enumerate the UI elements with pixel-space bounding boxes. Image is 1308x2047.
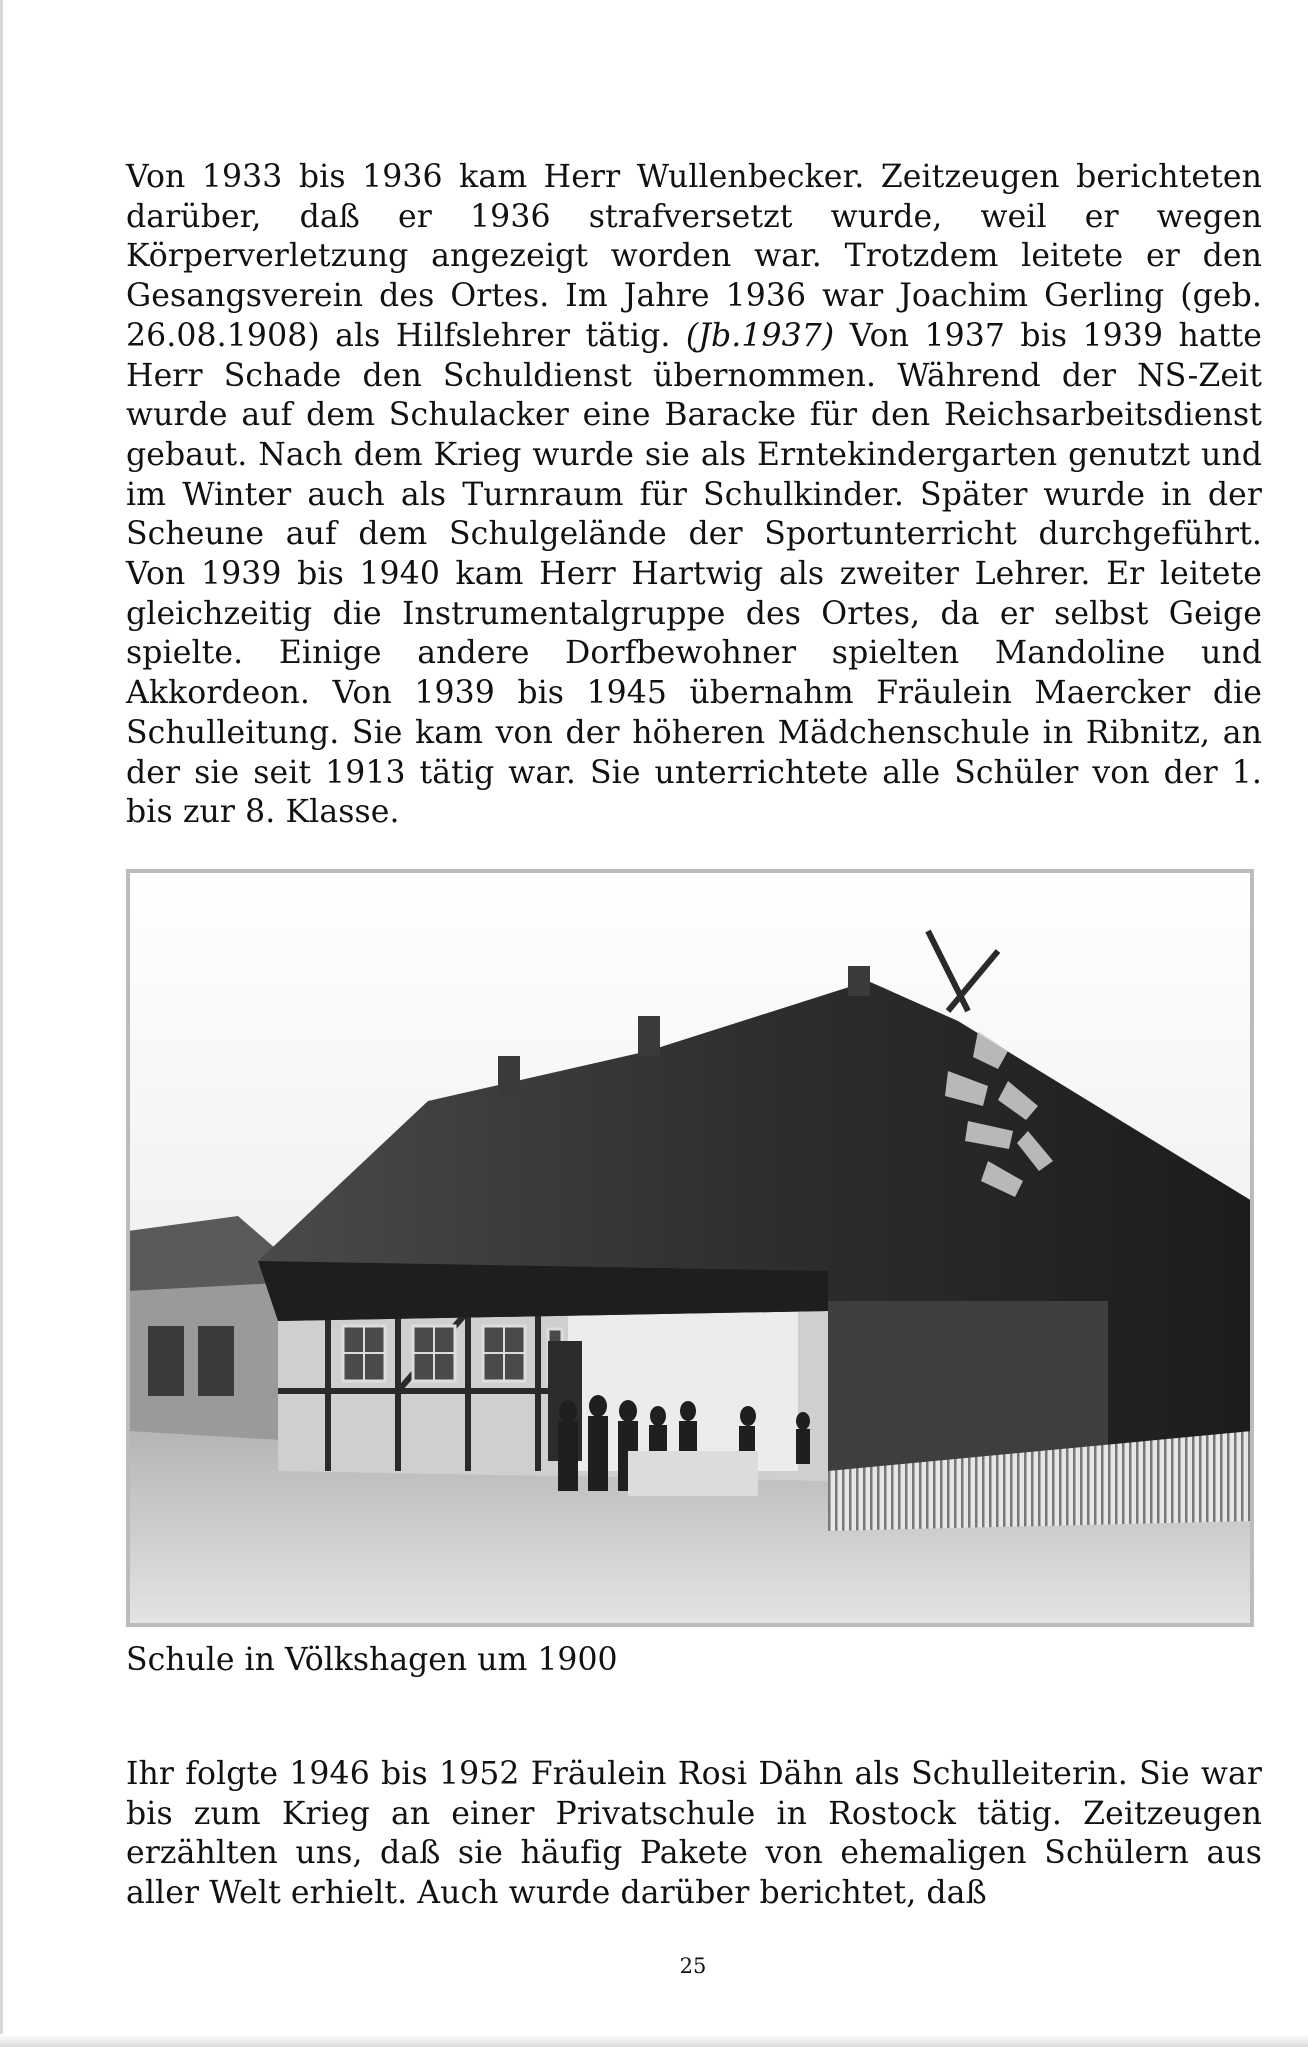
paragraph-1-text: Von 1933 bis 1936 kam Herr Wullenbecker. Zeitzeugen berichteten darüber, daß er 1936 strafversetzt wurde, weil er wegen Körperverletzung angezeigt worden war. Trotzdem leitete er den Gesangsverein des Ortes. Im Jahre 1936 war Joachim Gerling (geb. 26.08.1908) als Hilfslehrer tätig. bbox=[126, 159, 1262, 354]
body-paragraph-2: Ihr folgte 1946 bis 1952 Fräulein Rosi Dähn als Schulleiterin. Sie war bis zum Krieg an einer Privatschule in Rostock tätig. Zeitzeugen erzählten uns, daß sie häufig Pakete von ehemaligen Schülern aus aller Welt erhielt. Auch wurde darüber berichtet, daß bbox=[126, 1756, 1262, 1912]
body-paragraph-1 bbox=[126, 158, 1262, 833]
school-photo bbox=[126, 869, 1254, 1627]
page-bottom-edge bbox=[0, 2034, 1308, 2047]
paragraph-1-text-continued: Von 1937 bis 1939 hatte Herr Schade den Schuldienst übernommen. Während der NS-Zeit wurde auf dem Schulacker eine Baracke für den Reichsarbeitsdienst gebaut. Nach dem Krieg wurde sie als Erntekindergarten genutzt und im Winter auch als Turnraum für Schulkinder. Später wurde in der Scheune auf dem Schulgelände der Sportunterricht durchgeführt. Von 1939 bis 1940 kam Herr Hartwig als zweiter Lehrer. Er leitete gleichzeitig die Instrumentalgruppe des Ortes, da er selbst Geige spielte. Einige andere Dorfbewohner spielten Mandoline und Akkordeon. Von 1939 bis 1945 übernahm Fräulein Maercker die Schulleitung. Sie kam von der höheren Mädchenschule in Ribnitz, an der sie seit 1913 tätig war. Sie unterrichtete alle Schüler von der 1. bis zur 8. Klasse. bbox=[126, 317, 1262, 831]
school-house-illustration bbox=[128, 871, 1252, 1625]
page-left-edge bbox=[0, 0, 3, 2047]
yearbook-reference: (Jb.1937) bbox=[685, 317, 835, 354]
page-number: 25 bbox=[679, 1954, 707, 1978]
photo-caption: Schule in Völkshagen um 1900 bbox=[126, 1642, 618, 1678]
